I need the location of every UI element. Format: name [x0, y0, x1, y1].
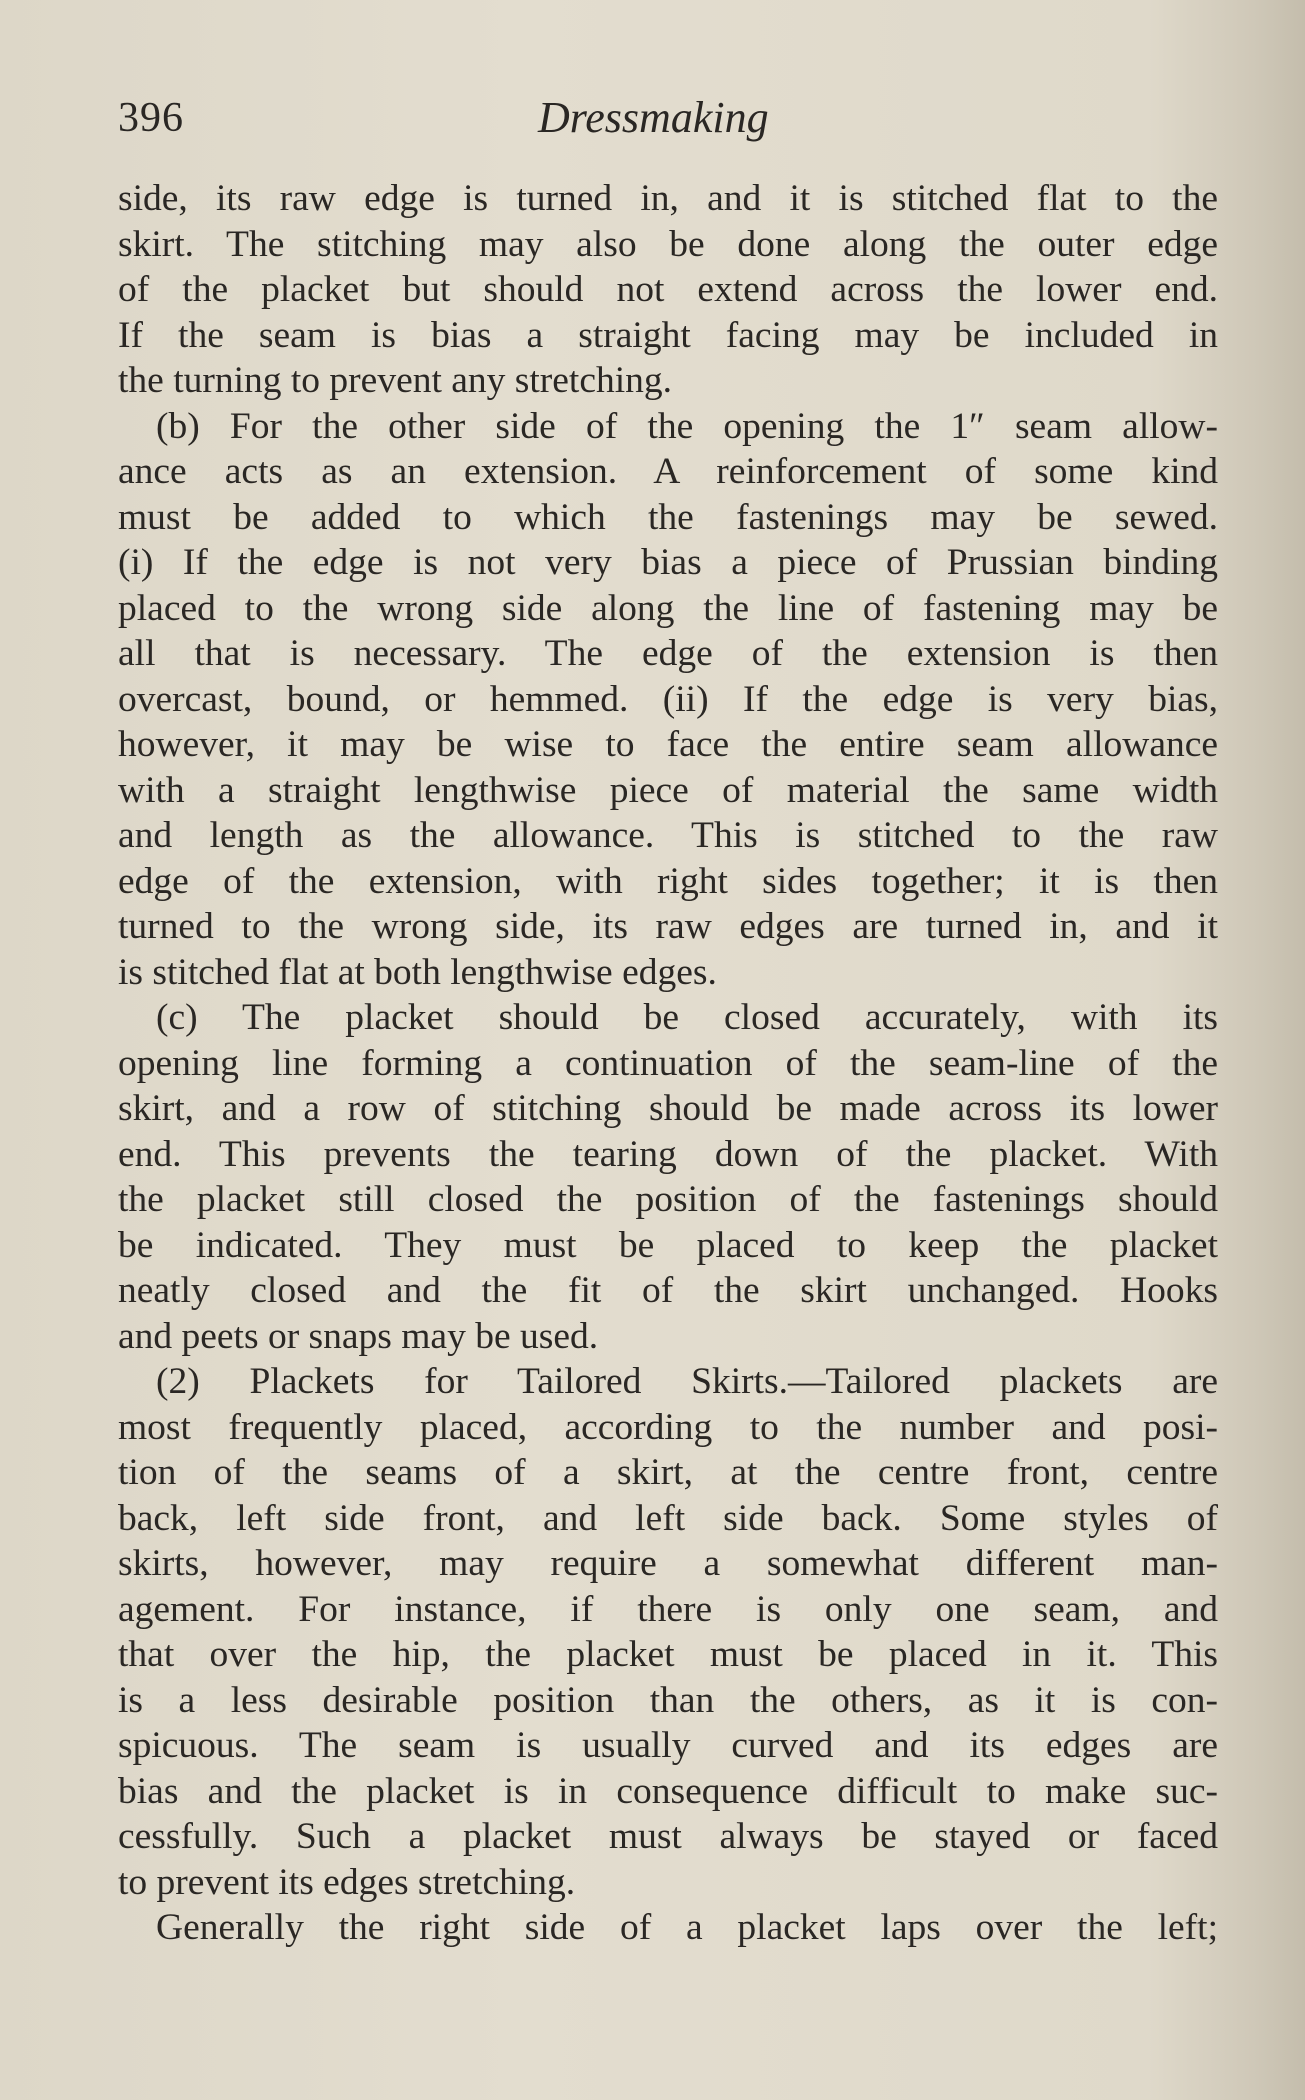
- text-line: back, left side front, and left side back. Some styles of: [118, 1497, 1218, 1539]
- text-line: tion of the seams of a skirt, at the centre front, centre: [118, 1452, 1218, 1493]
- text-line: placed to the wrong side along the line of fastening may be: [118, 587, 1218, 629]
- text-line: If the seam is bias a straight facing may be included in: [118, 314, 1218, 356]
- text-line: opening line forming a continuation of the seam-line of the: [118, 1042, 1218, 1084]
- running-head: Dressmaking: [538, 93, 769, 142]
- text-line: to prevent its edges stretching.: [118, 1861, 576, 1903]
- text-line: turned to the wrong side, its raw edges are turned in, and it: [118, 906, 1218, 947]
- text-line: and peets or snaps may be used.: [118, 1315, 599, 1357]
- text-line: most frequently placed, according to the number and posi-: [118, 1406, 1218, 1448]
- text-line: neatly closed and the fit of the skirt unchanged. Hooks: [118, 1270, 1218, 1311]
- text-line: is a less desirable position than the others, as it is con-: [118, 1679, 1218, 1721]
- text-line: skirt. The stitching may also be done along the outer edge: [118, 223, 1218, 265]
- text-line: (b) For the other side of the opening the 1″ seam allow-: [156, 405, 1218, 447]
- text-line: must be added to which the fastenings may be sewed.: [118, 496, 1218, 538]
- text-line: however, it may be wise to face the entire seam allowance: [118, 724, 1218, 765]
- text-line: skirt, and a row of stitching should be made across its lower: [118, 1088, 1218, 1129]
- page-header: [118, 88, 1218, 148]
- text-line: and length as the allowance. This is stitched to the raw: [118, 815, 1218, 856]
- text-line: spicuous. The seam is usually curved and its edges are: [118, 1725, 1218, 1766]
- text-line: all that is necessary. The edge of the extension is then: [118, 633, 1218, 674]
- text-line: is stitched flat at both lengthwise edges.: [118, 951, 717, 993]
- text-line: edge of the extension, with right sides together; it is then: [118, 860, 1218, 902]
- page-number: 396: [118, 95, 184, 141]
- text-line: (c) The placket should be closed accurately, with its: [156, 997, 1218, 1038]
- text-line: be indicated. They must be placed to keep the placket: [118, 1224, 1218, 1266]
- text-line: agement. For instance, if there is only one seam, and: [118, 1588, 1218, 1630]
- text-line: bias and the placket is in consequence difficult to make suc-: [118, 1770, 1218, 1812]
- text-line: with a straight lengthwise piece of material the same width: [118, 769, 1218, 811]
- text-line: overcast, bound, or hemmed. (ii) If the edge is very bias,: [118, 678, 1218, 720]
- text-line: cessfully. Such a placket must always be stayed or faced: [118, 1816, 1218, 1857]
- text-line: the placket still closed the position of the fastenings should: [118, 1179, 1218, 1220]
- text-line: that over the hip, the placket must be placed in it. This: [118, 1634, 1218, 1675]
- text-line: (i) If the edge is not very bias a piece of Prussian binding: [118, 542, 1218, 583]
- text-line: the turning to prevent any stretching.: [118, 360, 673, 401]
- text-line: (2) Plackets for Tailored Skirts.—Tailored plackets are: [156, 1361, 1218, 1402]
- text-line: skirts, however, may require a somewhat different man-: [118, 1543, 1218, 1584]
- text-line: of the placket but should not extend across the lower end.: [118, 269, 1218, 310]
- body-text: [118, 176, 1218, 1951]
- text-line: side, its raw edge is turned in, and it is stitched flat to the: [118, 178, 1218, 219]
- text-line: Generally the right side of a placket laps over the left;: [156, 1907, 1218, 1948]
- text-line: end. This prevents the tearing down of the placket. With: [118, 1133, 1218, 1175]
- text-line: ance acts as an extension. A reinforcement of some kind: [118, 451, 1218, 492]
